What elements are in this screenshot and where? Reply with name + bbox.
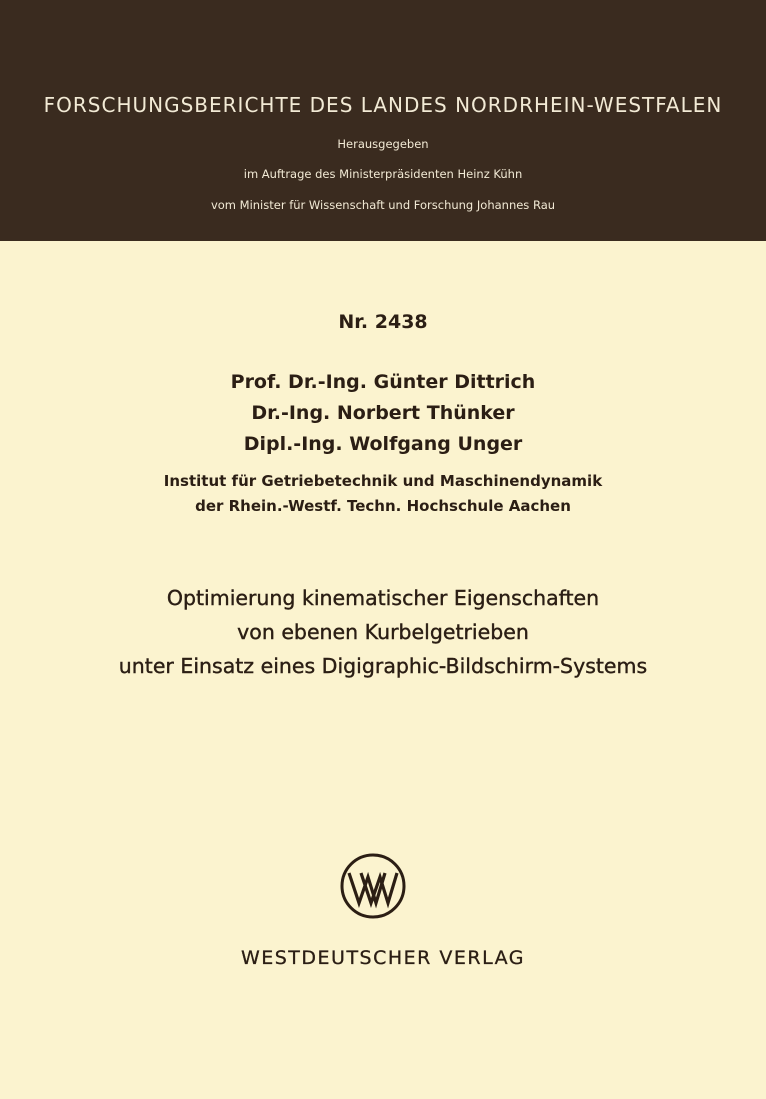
author-3: Dipl.-Ing. Wolfgang Unger bbox=[243, 433, 523, 455]
cover-header-band bbox=[0, 0, 766, 241]
book-title-line-1: Optimierung kinematischer Eigenschaften bbox=[166, 586, 600, 610]
author-2: Dr.-Ing. Norbert Thünker bbox=[251, 402, 515, 424]
editor-line-minister: vom Minister für Wissenschaft und Forschung Johannes Rau bbox=[210, 198, 556, 212]
book-title-line-3: unter Einsatz eines Digigraphic-Bildschirm-Systems bbox=[118, 654, 648, 678]
report-number: Nr. 2438 bbox=[338, 311, 428, 333]
institute-line-2: der Rhein.-Westf. Techn. Hochschule Aachen bbox=[195, 497, 571, 515]
publisher-name: WESTDEUTSCHER VERLAG bbox=[240, 947, 526, 969]
book-title-line-2: von ebenen Kurbelgetrieben bbox=[237, 620, 529, 644]
westdeutscher-verlag-logo-icon bbox=[340, 853, 406, 919]
editor-line-ministerpraesident: im Auftrage des Ministerpräsidenten Heinz Kühn bbox=[243, 167, 523, 181]
institute-line-1: Institut für Getriebetechnik und Maschinendynamik bbox=[163, 472, 603, 490]
author-1: Prof. Dr.-Ing. Günter Dittrich bbox=[230, 371, 536, 393]
series-title: FORSCHUNGSBERICHTE DES LANDES NORDRHEIN-WESTFALEN bbox=[43, 93, 723, 117]
editor-line-herausgegeben: Herausgegeben bbox=[337, 137, 429, 151]
